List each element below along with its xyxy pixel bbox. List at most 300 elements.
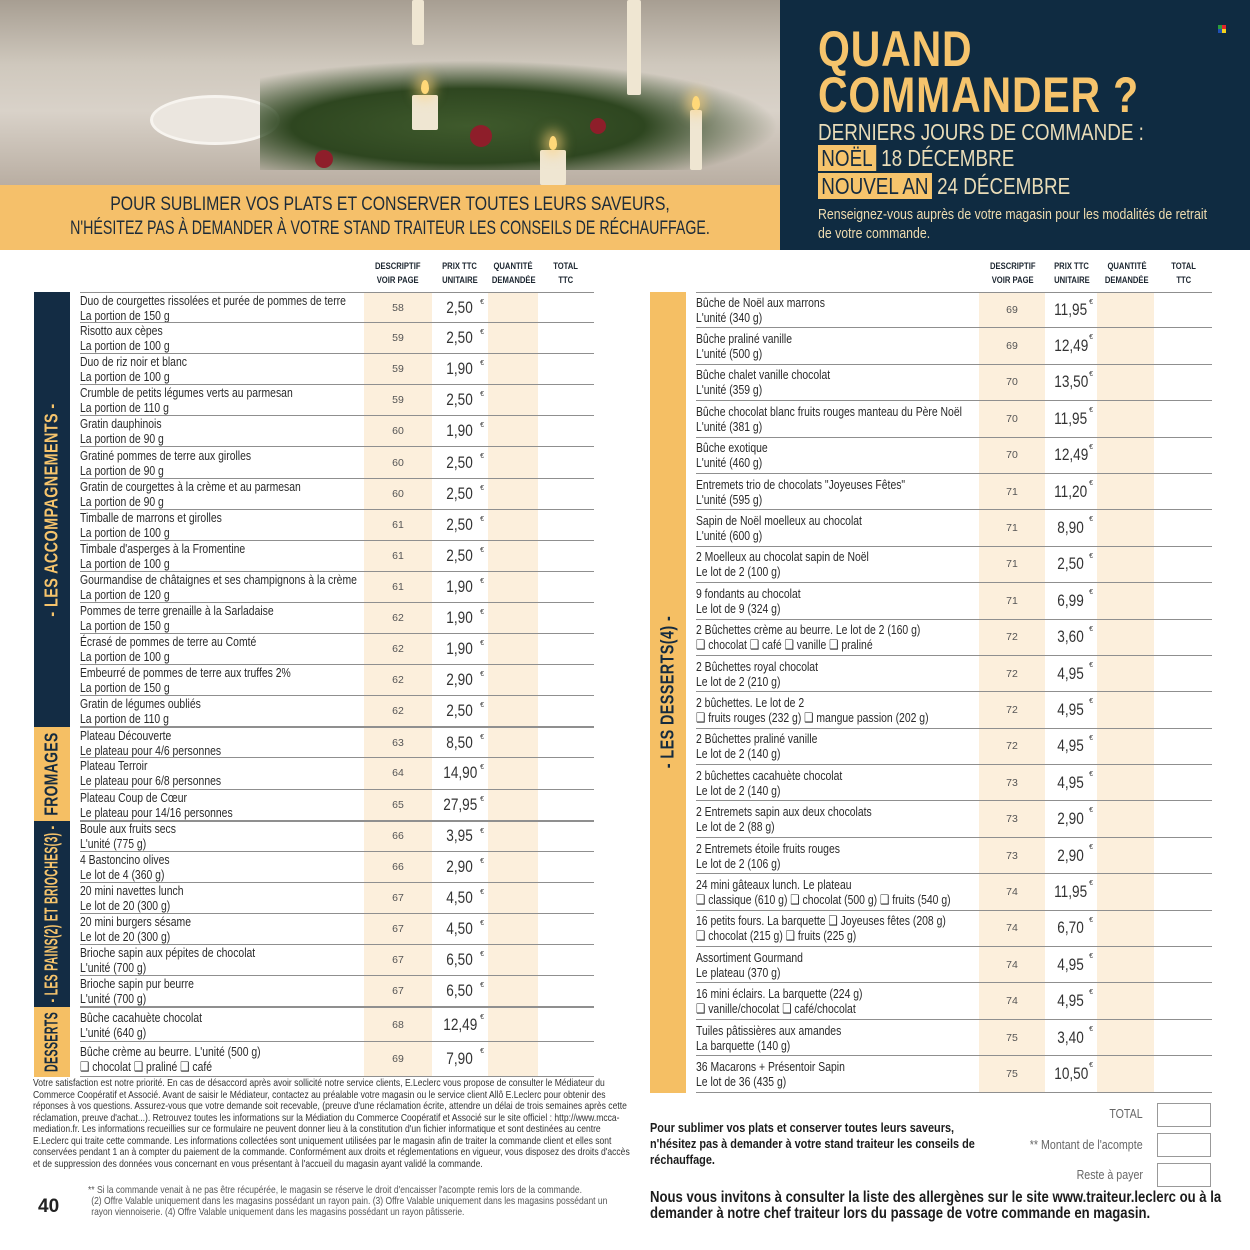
unit-price (432, 976, 488, 1006)
euro-sign-icon: € (1089, 880, 1093, 888)
price-value: 4,95 (1057, 736, 1085, 756)
total-field[interactable] (538, 883, 594, 913)
table-row (696, 365, 1212, 401)
item-description (80, 603, 364, 633)
quantity-input[interactable] (488, 603, 538, 633)
item-detail: L'unité (460 g) (696, 455, 763, 471)
quantity-input[interactable] (1097, 401, 1154, 436)
quantity-input[interactable] (1097, 510, 1154, 545)
item-detail: ❑ fruits rouges (232 g) ❑ mangue passion (202 g) (696, 709, 929, 725)
table-row (696, 874, 1212, 910)
page-reference: 72 (979, 656, 1045, 691)
total-field[interactable] (538, 385, 594, 415)
page-reference: 74 (979, 874, 1045, 909)
total-field[interactable] (1154, 438, 1211, 473)
unit-price (432, 634, 488, 664)
price-value: 3,40 (1057, 1027, 1085, 1047)
price-value: 12,49 (442, 1014, 478, 1034)
table-row (80, 727, 594, 758)
price-value: 11,95 (1054, 881, 1088, 901)
unit-price (432, 728, 488, 757)
page-reference: 60 (364, 416, 432, 446)
item-description (80, 354, 364, 384)
quantity-input[interactable] (1097, 765, 1154, 800)
quantity-input[interactable] (488, 323, 538, 353)
item-detail: La portion de 100 g (80, 369, 170, 385)
page-reference: 61 (364, 510, 432, 540)
item-name: 36 Macarons + Présentoir Sapin (696, 1058, 845, 1074)
item-name: Gratin de légumes oubliés (80, 696, 201, 712)
total-field[interactable] (538, 479, 594, 509)
deadline-subtitle: DERNIERS JOURS DE COMMANDE : (818, 119, 1144, 145)
section-label: DESSERTS (41, 1012, 62, 1073)
total-field[interactable] (538, 790, 594, 820)
total-field[interactable] (1154, 583, 1211, 618)
euro-sign-icon: € (480, 734, 484, 742)
unit-price (432, 758, 488, 788)
quantity-input[interactable] (488, 790, 538, 820)
item-name: Crumble de petits légumes verts au parmesan (80, 385, 293, 401)
quantity-input[interactable] (488, 572, 538, 602)
quantity-input[interactable] (1097, 328, 1154, 363)
total-field[interactable] (538, 822, 594, 851)
quantity-input[interactable] (488, 945, 538, 975)
total-field[interactable] (1154, 365, 1211, 400)
item-name: Boule aux fruits secs (80, 821, 176, 837)
section-bar (650, 292, 686, 1093)
euro-sign-icon: € (480, 827, 484, 835)
total-field[interactable] (1154, 293, 1211, 327)
noel-date: 18 DÉCEMBRE (881, 145, 1015, 171)
item-detail: Le plateau pour 4/6 personnes (80, 742, 222, 758)
total-field[interactable] (538, 447, 594, 477)
total-field[interactable] (1154, 510, 1211, 545)
euro-sign-icon: € (480, 888, 484, 896)
table-row (696, 583, 1212, 619)
price-value: 3,60 (1057, 627, 1085, 647)
euro-sign-icon: € (480, 982, 484, 990)
item-detail: La portion de 150 g (80, 617, 170, 633)
total-field[interactable] (1154, 874, 1211, 909)
euro-sign-icon: € (1089, 334, 1093, 342)
col-header-prix: PRIX TTC UNITAIRE (1054, 261, 1090, 285)
item-name: Pommes de terre grenaille à la Sarladaise (80, 602, 274, 618)
item-description (696, 729, 979, 764)
quantity-input[interactable] (1097, 365, 1154, 400)
item-detail: Le lot de 2 (210 g) (696, 673, 781, 689)
quantity-input[interactable] (1097, 911, 1154, 946)
price-value: 2,90 (1057, 809, 1085, 829)
unit-price (432, 416, 488, 446)
quantity-input[interactable] (1097, 1020, 1154, 1055)
page-reference: 67 (364, 976, 432, 1006)
unit-price (432, 1042, 488, 1076)
unit-price (1045, 293, 1097, 327)
item-detail: La portion de 90 g (80, 431, 164, 447)
page-reference: 67 (364, 914, 432, 944)
unit-price (432, 541, 488, 571)
item-detail: ❑ chocolat ❑ café ❑ vanille ❑ praliné (696, 637, 873, 653)
quantity-input[interactable] (1097, 293, 1154, 327)
unit-price (1045, 620, 1097, 655)
item-name: Risotto aux cèpes (80, 323, 163, 339)
total-field[interactable] (538, 1008, 594, 1041)
page-number: 40 (38, 1196, 60, 1217)
quantity-input[interactable] (1097, 801, 1154, 836)
table-row (80, 479, 594, 510)
total-field[interactable] (538, 293, 594, 322)
page-reference: 61 (364, 572, 432, 602)
item-name: 2 Bûchettes praliné vanille (696, 731, 818, 747)
page-reference: 69 (979, 293, 1045, 327)
quantity-input[interactable] (1097, 620, 1154, 655)
item-name: Sapin de Noël moelleux au chocolat (696, 513, 862, 529)
order-table-right (650, 292, 1212, 1093)
quantity-input[interactable] (488, 293, 538, 322)
price-value: 2,90 (446, 670, 474, 690)
unit-price (432, 447, 488, 477)
total-field[interactable] (1154, 838, 1211, 873)
quantity-input[interactable] (488, 822, 538, 851)
unit-price (1045, 438, 1097, 473)
item-name: Écrasé de pommes de terre au Comté (80, 634, 257, 650)
reste-a-payer-field[interactable] (1157, 1163, 1211, 1187)
unit-price (432, 572, 488, 602)
total-field[interactable] (1154, 1056, 1211, 1091)
page-reference: 74 (979, 947, 1045, 982)
quantity-input[interactable] (1097, 656, 1154, 691)
price-value: 2,50 (1057, 554, 1085, 574)
quantity-input[interactable] (488, 1042, 538, 1076)
quantity-input[interactable] (488, 758, 538, 788)
item-description (696, 947, 979, 982)
table-row (80, 1042, 594, 1077)
total-field[interactable] (538, 634, 594, 664)
page-reference: 70 (979, 401, 1045, 436)
page-reference: 60 (364, 479, 432, 509)
item-name: Gratiné pommes de terre aux girolles (80, 447, 252, 463)
table-row (80, 821, 594, 852)
total-field[interactable] (538, 945, 594, 975)
unit-price (432, 852, 488, 882)
price-value: 12,49 (1053, 336, 1089, 356)
quantity-input[interactable] (488, 883, 538, 913)
total-field[interactable] (538, 603, 594, 633)
euro-sign-icon: € (1089, 443, 1093, 451)
total-field[interactable] (538, 665, 594, 695)
item-description (80, 323, 364, 353)
table-row (696, 620, 1212, 656)
quantity-input[interactable] (488, 385, 538, 415)
total-field[interactable] (1154, 547, 1211, 582)
quantity-input[interactable] (1097, 474, 1154, 509)
total-field[interactable] (538, 696, 594, 726)
euro-sign-icon: € (1089, 299, 1093, 306)
total-field[interactable] (538, 510, 594, 540)
total-field[interactable] (1154, 947, 1211, 982)
quantity-input[interactable] (488, 634, 538, 664)
page-reference: 75 (979, 1056, 1045, 1091)
item-description (80, 385, 364, 415)
section-bar (34, 727, 70, 820)
unit-price (432, 354, 488, 384)
total-field[interactable] (1154, 911, 1211, 946)
quantity-input[interactable] (488, 976, 538, 1006)
page-reference: 71 (979, 583, 1045, 618)
euro-sign-icon: € (1089, 989, 1093, 997)
item-description (696, 620, 979, 655)
euro-sign-icon: € (480, 950, 484, 958)
item-detail: La portion de 100 g (80, 649, 170, 665)
total-field[interactable] (1154, 401, 1211, 436)
quantity-input[interactable] (1097, 729, 1154, 764)
item-description (696, 874, 979, 909)
page-reference: 72 (979, 620, 1045, 655)
euro-sign-icon: € (480, 795, 484, 803)
total-field[interactable] (538, 976, 594, 1006)
quantity-input[interactable] (1097, 1056, 1154, 1091)
item-detail: ❑ vanille/chocolat ❑ café/chocolat (696, 1001, 856, 1017)
table-row (80, 945, 594, 976)
item-description (696, 583, 979, 618)
item-name: Bûche exotique (696, 440, 768, 456)
section-rows (70, 292, 594, 727)
page-reference: 66 (364, 852, 432, 882)
total-field[interactable] (538, 1042, 594, 1076)
euro-sign-icon: € (1089, 625, 1093, 633)
total-field[interactable] (538, 541, 594, 571)
total-field[interactable] (538, 323, 594, 353)
total-field[interactable] (1154, 620, 1211, 655)
total-field[interactable] (1154, 729, 1211, 764)
page-reference: 62 (364, 603, 432, 633)
item-detail: Le lot de 2 (100 g) (696, 564, 781, 580)
section-rows (70, 821, 594, 1008)
price-value: 4,95 (1057, 663, 1085, 683)
item-detail: Le lot de 20 (300 g) (80, 897, 171, 913)
total-field[interactable] (1154, 1020, 1211, 1055)
quantity-input[interactable] (488, 541, 538, 571)
item-name: Brioche sapin pur beurre (80, 976, 194, 992)
item-detail: L'unité (640 g) (80, 1024, 147, 1040)
total-field[interactable] (1154, 474, 1211, 509)
euro-sign-icon: € (1089, 843, 1093, 851)
total-field[interactable] (538, 758, 594, 788)
euro-sign-icon: € (1089, 407, 1093, 415)
item-detail: La portion de 100 g (80, 524, 170, 540)
item-detail: ❑ chocolat (215 g) ❑ fruits (225 g) (696, 928, 857, 944)
total-field[interactable] (1154, 765, 1211, 800)
unit-price (432, 293, 488, 322)
page-reference: 71 (979, 547, 1045, 582)
total-field[interactable] (538, 354, 594, 384)
quantity-input[interactable] (488, 1008, 538, 1041)
total-field[interactable] (1154, 801, 1211, 836)
item-detail: La portion de 110 g (80, 711, 169, 727)
page-reference: 59 (364, 323, 432, 353)
price-value: 2,50 (446, 328, 474, 348)
reste-label: Reste à payer (1076, 1167, 1143, 1182)
price-value: 12,49 (1053, 445, 1089, 465)
item-name: Bûche crème au beurre. L'unité (500 g) (80, 1044, 261, 1060)
total-field[interactable] (1157, 1103, 1211, 1127)
unit-price (1045, 874, 1097, 909)
euro-sign-icon: € (1089, 807, 1093, 815)
unit-price (1045, 947, 1097, 982)
acompte-label: ** Montant de l'acompte (1030, 1137, 1143, 1152)
item-name: 24 mini gâteaux lunch. Le plateau (696, 876, 852, 892)
order-table-left (34, 292, 594, 1077)
quantity-input[interactable] (1097, 547, 1154, 582)
euro-sign-icon: € (480, 391, 484, 399)
euro-sign-icon: € (1089, 661, 1093, 669)
item-description (696, 765, 979, 800)
total-label: TOTAL (1109, 1106, 1143, 1121)
unit-price (432, 665, 488, 695)
quantity-input[interactable] (1097, 692, 1154, 727)
page-reference: 73 (979, 838, 1045, 873)
quantity-input[interactable] (488, 510, 538, 540)
item-name: 2 Entremets étoile fruits rouges (696, 840, 840, 856)
item-name: Bûche chalet vanille chocolat (696, 367, 831, 383)
item-name: 2 Moelleux au chocolat sapin de Noël (696, 549, 869, 565)
euro-sign-icon: € (1089, 771, 1093, 779)
item-name: 2 bûchettes cacahuète chocolat (696, 767, 843, 783)
total-field[interactable] (1154, 328, 1211, 363)
euro-sign-icon: € (480, 422, 484, 430)
quantity-input[interactable] (488, 914, 538, 944)
unit-price (1045, 729, 1097, 764)
quantity-input[interactable] (1097, 947, 1154, 982)
total-field[interactable] (1154, 692, 1211, 727)
total-field[interactable] (1154, 983, 1211, 1018)
euro-sign-icon: € (1089, 552, 1093, 560)
item-detail: L'unité (600 g) (696, 528, 763, 544)
col-header-prix: PRIX TTC UNITAIRE (442, 261, 478, 285)
table-row (80, 696, 594, 727)
quantity-input[interactable] (488, 447, 538, 477)
euro-sign-icon: € (480, 453, 484, 461)
unit-price (432, 945, 488, 975)
item-detail: La portion de 100 g (80, 555, 170, 571)
table-row (80, 976, 594, 1007)
quantity-input[interactable] (488, 479, 538, 509)
table-section (34, 1007, 594, 1077)
total-field[interactable] (1154, 656, 1211, 691)
quantity-input[interactable] (1097, 874, 1154, 909)
total-field[interactable] (538, 728, 594, 757)
unit-price (1045, 365, 1097, 400)
item-description (80, 945, 364, 975)
euro-sign-icon: € (480, 764, 484, 772)
acompte-field[interactable] (1157, 1133, 1211, 1157)
price-value: 1,90 (446, 421, 474, 441)
price-value: 6,50 (446, 981, 474, 1001)
euro-sign-icon: € (1089, 479, 1093, 487)
quantity-input[interactable] (1097, 438, 1154, 473)
price-value: 4,95 (1057, 954, 1085, 974)
unit-price (1045, 983, 1097, 1018)
order-deadline-panel (780, 0, 1250, 250)
euro-sign-icon: € (480, 640, 484, 648)
quantity-input[interactable] (1097, 583, 1154, 618)
table-row (696, 1056, 1212, 1092)
item-description (696, 1020, 979, 1055)
quantity-input[interactable] (488, 665, 538, 695)
price-value: 2,50 (446, 297, 474, 317)
unit-price (1045, 474, 1097, 509)
item-detail: L'unité (595 g) (696, 491, 763, 507)
price-value: 1,90 (446, 576, 474, 596)
table-row (696, 401, 1212, 437)
table-row (696, 1020, 1212, 1056)
item-detail: Le lot de 9 (324 g) (696, 600, 781, 616)
quantity-input[interactable] (1097, 983, 1154, 1018)
table-row (80, 914, 594, 945)
unit-price (432, 1008, 488, 1041)
page-reference: 64 (364, 758, 432, 788)
table-row (80, 603, 594, 634)
quantity-input[interactable] (488, 416, 538, 446)
total-field[interactable] (538, 914, 594, 944)
section-label: - LES ACCOMPAGNEMENTS - (41, 403, 62, 617)
item-description (80, 822, 364, 851)
item-name: 2 Bûchettes crème au beurre. Le lot de 2 (160 g) (696, 622, 921, 638)
item-description (696, 401, 979, 436)
euro-sign-icon: € (1089, 953, 1093, 961)
quantity-input[interactable] (488, 696, 538, 726)
item-detail: Le lot de 2 (88 g) (696, 819, 775, 835)
item-detail: La portion de 110 g (80, 400, 169, 416)
total-field[interactable] (538, 852, 594, 882)
nouvel-an-label: NOUVEL AN (818, 173, 932, 199)
quantity-input[interactable] (488, 852, 538, 882)
item-description (696, 293, 979, 327)
quantity-input[interactable] (488, 728, 538, 757)
table-row (696, 474, 1212, 510)
pickup-note-2: de votre commande. (818, 225, 931, 242)
nouvel-an-date: 24 DÉCEMBRE (937, 173, 1071, 199)
item-name: Embeurré de pommes de terre aux truffes 2% (80, 665, 291, 681)
item-description (696, 983, 979, 1018)
euro-sign-icon: € (480, 299, 484, 306)
table-row (80, 323, 594, 354)
table-row (696, 983, 1212, 1019)
table-section (34, 821, 594, 1008)
total-field[interactable] (538, 416, 594, 446)
item-detail: L'unité (381 g) (696, 418, 763, 434)
item-description (80, 758, 364, 788)
page-reference: 70 (979, 438, 1045, 473)
quantity-input[interactable] (1097, 838, 1154, 873)
euro-sign-icon: € (480, 515, 484, 523)
item-name: Plateau Coup de Cœur (80, 789, 187, 805)
euro-sign-icon: € (480, 919, 484, 927)
table-row (80, 541, 594, 572)
item-detail: La portion de 100 g (80, 338, 170, 354)
item-description (696, 510, 979, 545)
unit-price (1045, 765, 1097, 800)
total-field[interactable] (538, 572, 594, 602)
item-detail: La portion de 120 g (80, 586, 170, 602)
item-description (696, 656, 979, 691)
euro-sign-icon: € (480, 577, 484, 585)
price-value: 6,50 (446, 950, 474, 970)
item-description (80, 696, 364, 726)
quantity-input[interactable] (488, 354, 538, 384)
item-description (80, 541, 364, 571)
item-name: Bûche de Noël aux marrons (696, 295, 825, 311)
